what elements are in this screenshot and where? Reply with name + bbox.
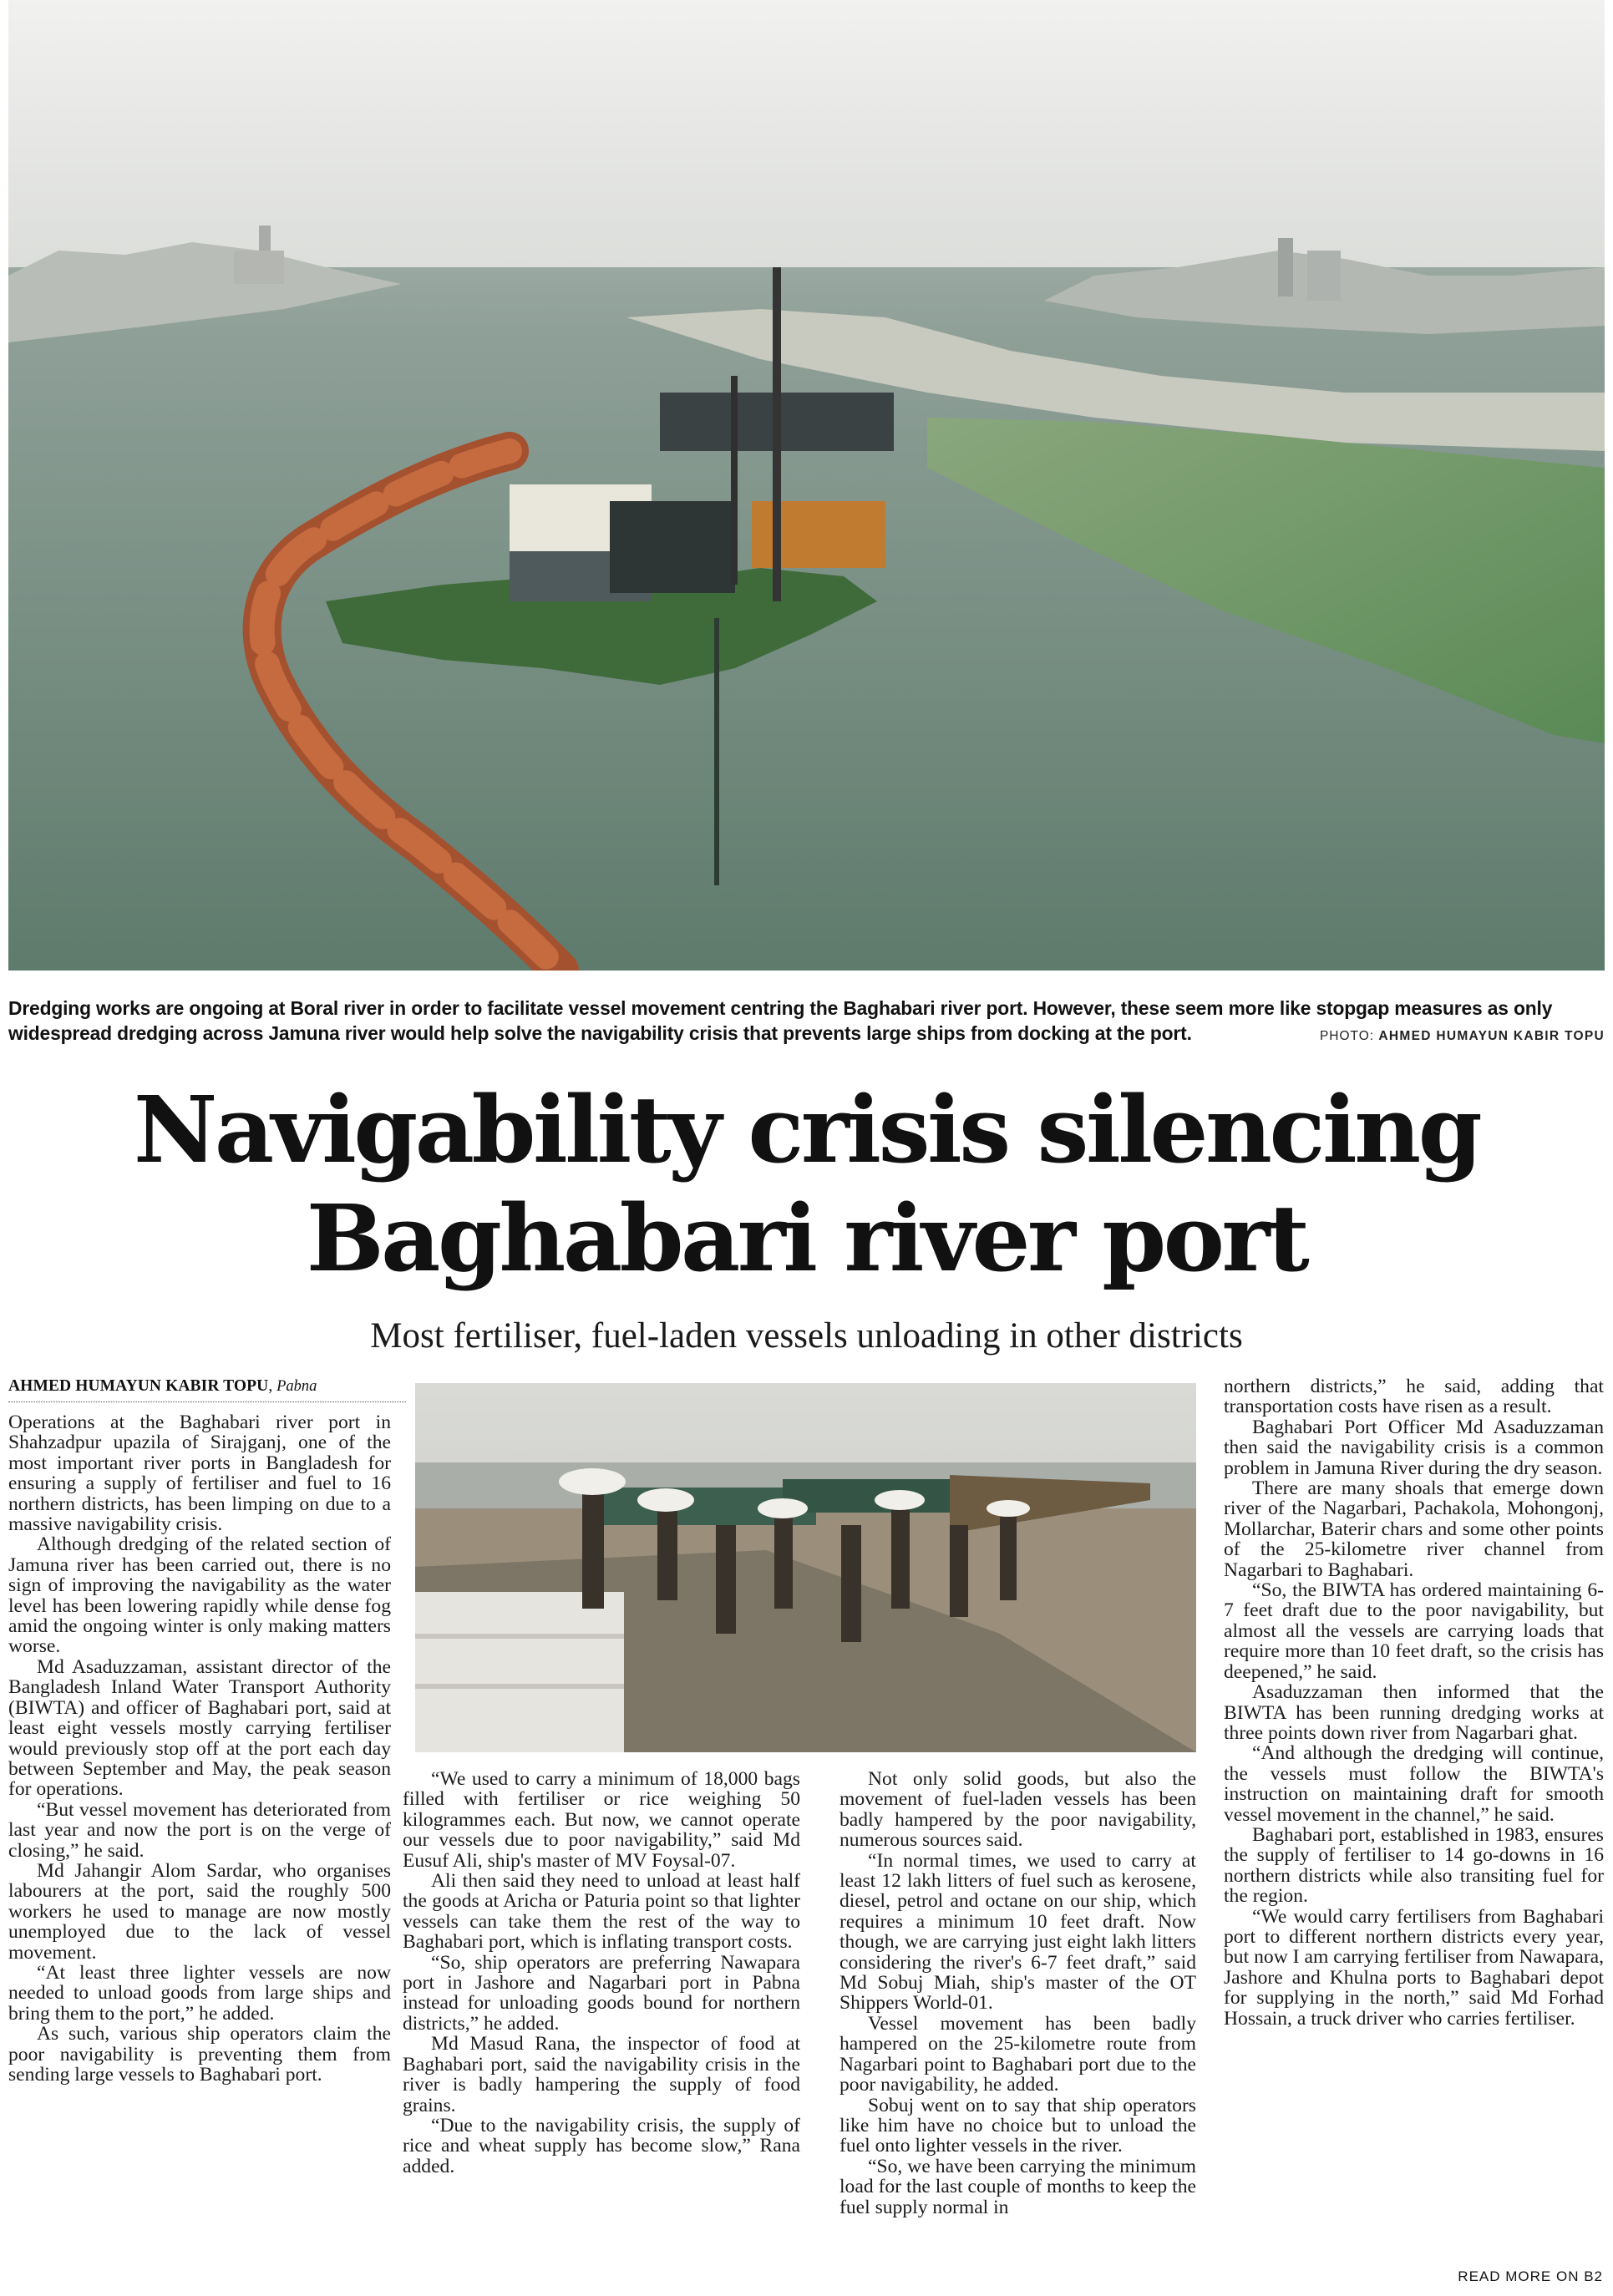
photo-credit-prefix: PHOTO: [1319,1029,1375,1043]
paragraph: “At least three lighter vessels are now needed to unload goods from large ships and bring them to the port,” he added. [8,1961,391,2025]
article-column-2 [403,1769,800,2177]
paragraph: “So, the BIWTA has ordered maintaining 6-7 feet draft due to the poor navigability, but almost all the vessels are carrying loads that require more than 10 feet draft, so the crisis has deepened,” he said. [1224,1579,1604,1683]
article-column-1 [8,1412,391,2085]
paragraph: Operations at the Baghabari river port in Shahzadpur upazila of Sirajganj, one of the most important river ports in Bangladesh for ensuring a supply of fertiliser and fuel to 16 northern districts, has been limping on due to a massive navigability crisis. [8,1412,391,1536]
paragraph: Md Jahangir Alom Sardar, who organises labourers at the port, said the roughly 500 workers he used to manage are now mostly unemployed due to the lack of vessel movement. [8,1859,391,1964]
paragraph: Ali then said they need to unload at least half the goods at Aricha or Paturia point so that lighter vessels can take them the rest of the way to Baghabari port, which is inflating transport costs. [403,1870,800,1954]
caption-line-1: Dredging works are ongoing at Boral river in order to facilitate vessel movement centring the Baghabari river port. However, these seem more like stopgap measures as only [8,997,1553,1019]
subheadline: Most fertiliser, fuel-laden vessels unloading in other districts [370,1316,1243,1356]
photo-credit-name: AHMED HUMAYUN KABIR TOPU [1378,1029,1605,1043]
paragraph: There are many shoals that emerge down river of the Nagarbari, Pachakola, Mohongonj, Mollarchar, Baterir chars and some other points of the 25-kilometre river channel from Nagarbari to Baghabari. [1224,1477,1604,1581]
read-more-link[interactable]: READ MORE ON B2 [1458,2268,1603,2284]
byline-author: AHMED HUMAYUN KABIR TOPU [8,1377,269,1395]
paragraph: “So, ship operators are preferring Nawapara port in Jashore and Nagarbari port in Pabna instead for unloading goods bound for northern districts,” he added. [403,1951,800,2035]
paragraph: Baghabari port, established in 1983, ensures the supply of fertiliser to 14 go-downs in 16 northern districts while also transiting fuel for the region. [1224,1823,1604,1908]
headline-line-2: Baghabari river port [306,1184,1307,1292]
article-column-3 [839,1769,1196,2217]
headline-line-1: Navigability crisis silencing [133,1076,1480,1183]
hero-photo [8,0,1605,971]
paragraph: Md Masud Rana, the inspector of food at Baghabari port, said the navigability crisis in the river is badly hampering the supply of food grains. [403,2033,800,2116]
photo-credit [1320,1024,1605,1049]
paragraph: Vessel movement has been badly hampered on the 25-kilometre route from Nagarbari point to Baghabari port due to the poor navigability, he added. [839,2012,1196,2096]
paragraph: “So, we have been carrying the minimum load for the last couple of months to keep the fuel supply normal in [839,2155,1196,2218]
paragraph: Sobuj went on to say that ship operators like him have no choice but to unload the fuel onto lighter vessels in the river. [839,2094,1196,2157]
paragraph: Baghabari Port Officer Md Asaduzzaman then said the navigability crisis is a common problem in Jamuna River during the dry season. [1224,1416,1604,1479]
paragraph: “We used to carry a minimum of 18,000 bags filled with fertiliser or rice weighing 50 kilogrammes each. But now, we cannot operate our vessels due to poor navigability,” said Md Eusuf Ali, ship's master of MV Foysal-07. [403,1768,800,1872]
article-column-4 [1224,1376,1604,2029]
caption-line-2: widespread dredging across Jamuna river would help solve the navigability crisis that prevents large ships from docking at the port. [8,1022,1192,1044]
paragraph: “And although the dredging will continue, the vessels must follow the BIWTA's instruction on maintaining draft for smooth vessel movement in the channel,” he said. [1224,1742,1604,1826]
headline [0,1076,1613,1293]
paragraph: As such, various ship operators claim the poor navigability is preventing them from sending large vessels to Baghabari port. [8,2023,391,2086]
byline-location: Pabna [276,1378,317,1395]
paragraph: “But vessel movement has deteriorated from last year and now the port is on the verge of closing,” he said. [8,1798,391,1862]
paragraph: “In normal times, we used to carry at least 12 lakh litters of fuel such as kerosene, diesel, petrol and octane on our ship, which requires a minimum 10 feet draft. Now though, we are carrying just eight lakh litters considering the river's 6-7 feet draft,” said Md Sobuj Miah, ship's master of the OT Shippers World-01. [839,1849,1196,2015]
paragraph: Asaduzzaman then informed that the BIWTA has been running dredging works at three points down river from Nagarbari ghat. [1224,1681,1604,1744]
inset-photo [415,1383,1196,1752]
paragraph: Although dredging of the related section of Jamuna river has been carried out, there is no sign of improving the navigability as the water level has been lowering rapidly while dense fog amid the ongoing winter is only making matters worse. [8,1533,391,1658]
paragraph: northern districts,” he said, adding that transportation costs have risen as a result. [1224,1376,1604,1418]
paragraph: “We would carry fertilisers from Baghabari port to different northern districts every year, but now I am carrying fertiliser from Nawapara, Jashore and Khulna ports to Baghabari depot for supplying in the north,” said Md Forhad Hossain, a truck driver who carries fertiliser. [1224,1905,1604,2030]
paragraph: Not only solid goods, but also the movement of fuel-laden vessels has been badly hampered by the poor navigability, numerous sources said. [839,1768,1196,1852]
photo-caption [8,996,1605,1049]
paragraph: Md Asaduzzaman, assistant director of the Bangladesh Inland Water Transport Authority (BIWTA) and officer of Baghabari port, said at least eight vessels mostly carrying fertiliser would previously stop off at the port each day between September and May, the peak season for operations. [8,1655,391,1801]
paragraph: “Due to the navigability crisis, the supply of rice and wheat supply has become slow,” Rana added. [403,2114,800,2177]
byline: AHMED HUMAYUN KABIR TOPU, Pabna [8,1377,406,1402]
